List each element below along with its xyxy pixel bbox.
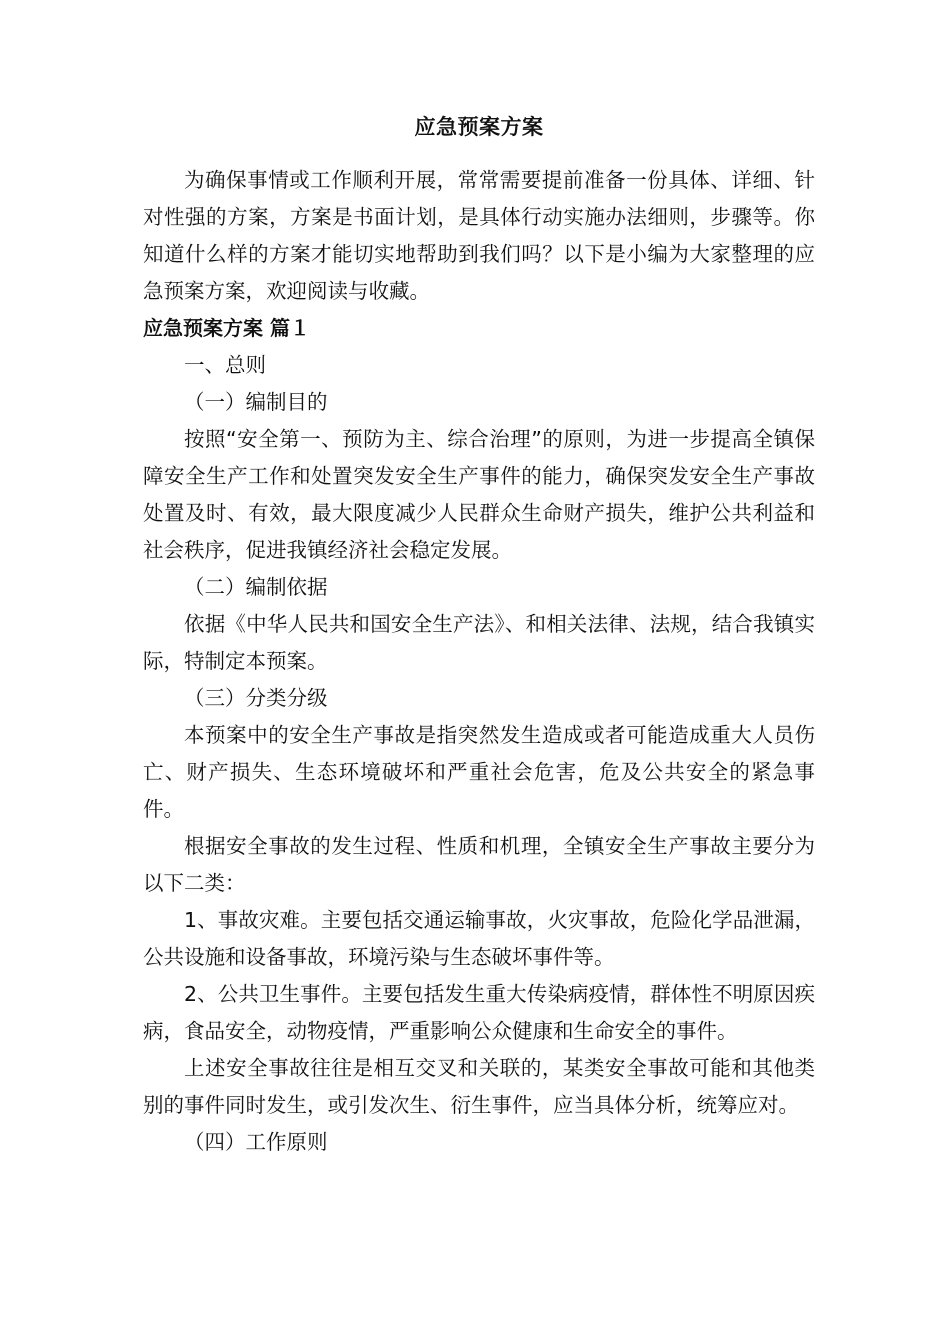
heading-purpose: （一）编制目的 [184, 390, 328, 414]
classification-paragraph: 本预案中的安全生产事故是指突然发生造成或者可能造成重大人员伤亡、财产损失、生态环境破坏和严重社会危害，危及公共安全的紧急事件。 [143, 723, 815, 821]
heading-general-principles: 一、总则 [184, 353, 266, 377]
basis-paragraph: 依据《中华人民共和国安全生产法》、和相关法律、法规，结合我镇实际，特制定本预案。 [143, 612, 815, 673]
heading-working-principles: （四）工作原则 [184, 1130, 328, 1154]
categories-intro-paragraph: 根据安全事故的发生过程、性质和机理，全镇安全生产事故主要分为以下二类： [143, 834, 815, 895]
document-page [143, 112, 815, 1161]
heading-basis: （二）编制依据 [184, 575, 328, 599]
section-heading: 应急预案方案 篇１ [143, 316, 310, 340]
document-title: 应急预案方案 [414, 115, 544, 139]
intro-paragraph: 为确保事情或工作顺利开展，常常需要提前准备一份具体、详细、针对性强的方案，方案是书面计划，是具体行动实施办法细则，步骤等。你知道什么样的方案才能切实地帮助到我们吗？以下是小编为大家整理的应急预案方案，欢迎阅读与收藏。 [143, 168, 815, 303]
category-accident-paragraph: 1、事故灾难。主要包括交通运输事故，火灾事故，危险化学品泄漏，公共设施和设备事故，环境污染与生态破坏事件等。 [143, 908, 815, 969]
heading-classification: （三）分类分级 [184, 686, 328, 710]
interrelation-paragraph: 上述安全事故往往是相互交叉和关联的，某类安全事故可能和其他类别的事件同时发生，或引发次生、衍生事件，应当具体分析，统筹应对。 [143, 1056, 815, 1117]
purpose-paragraph: 按照“安全第一、预防为主、综合治理”的原则，为进一步提高全镇保障安全生产工作和处置突发安全生产事件的能力，确保突发安全生产事故处置及时、有效，最大限度减少人民群众生命财产损失，维护公共利益和社会秩序，促进我镇经济社会稳定发展。 [143, 427, 815, 562]
category-health-paragraph: 2、公共卫生事件。主要包括发生重大传染病疫情，群体性不明原因疾病，食品安全，动物疫情，严重影响公众健康和生命安全的事件。 [143, 982, 815, 1043]
